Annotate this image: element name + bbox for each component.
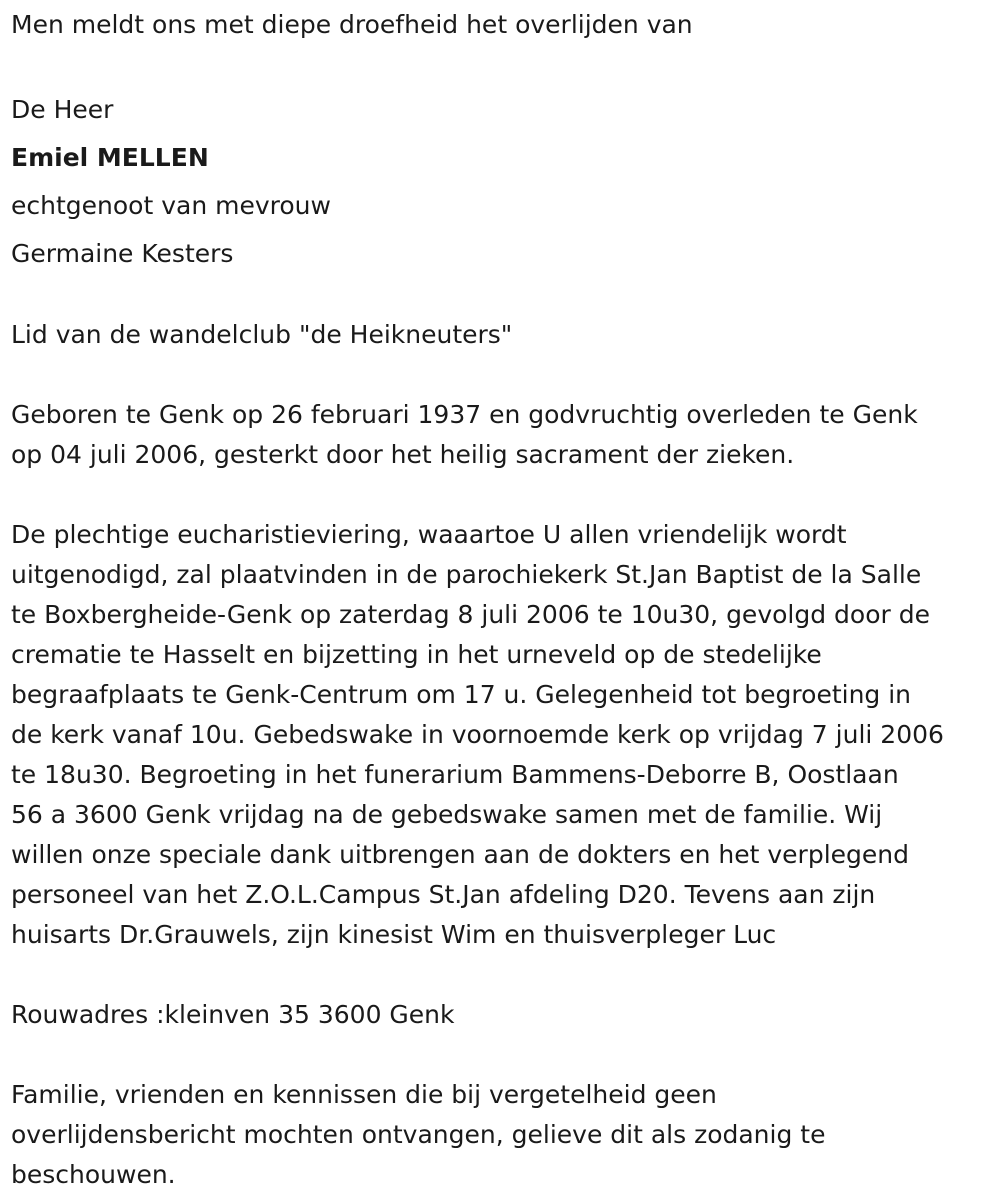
paragraph-line: uitgenodigd, zal plaatvinden in de parochiekerk St.Jan Baptist de la Salle — [11, 560, 922, 589]
mourning-address: Rouwadres :kleinven 35 3600 Genk — [11, 1000, 455, 1029]
paragraph-line: huisarts Dr.Grauwels, zijn kinesist Wim en thuisverpleger Luc — [11, 920, 777, 949]
paragraph-line: te Boxbergheide-Genk op zaterdag 8 juli 2006 te 10u30, gevolgd door de — [11, 600, 930, 629]
paragraph-line: personeel van het Z.O.L.Campus St.Jan afdeling D20. Tevens aan zijn — [11, 880, 876, 909]
deceased-name: Emiel MELLEN — [11, 143, 209, 172]
ceremony-paragraph — [11, 515, 996, 955]
paragraph-line: de kerk vanaf 10u. Gebedswake in voornoemde kerk op vrijdag 7 juli 2006 — [11, 720, 944, 749]
paragraph-line: Familie, vrienden en kennissen die bij vergetelheid geen — [11, 1080, 717, 1109]
paragraph-line: 56 a 3600 Genk vrijdag na de gebedswake samen met de familie. Wij — [11, 800, 883, 829]
paragraph-line: crematie te Hasselt en bijzetting in het urneveld op de stedelijke — [11, 640, 822, 669]
spouse-label: echtgenoot van mevrouw — [11, 191, 331, 220]
birth-death-paragraph — [11, 395, 996, 475]
paragraph-line: begraafplaats te Genk-Centrum om 17 u. Gelegenheid tot begroeting in — [11, 680, 912, 709]
obituary-notice — [11, 0, 996, 1195]
paragraph-line: De plechtige eucharistieviering, waaartoe U allen vriendelijk wordt — [11, 520, 847, 549]
paragraph-line: Geboren te Genk op 26 februari 1937 en godvruchtig overleden te Genk — [11, 400, 918, 429]
paragraph-line: overlijdensbericht mochten ontvangen, gelieve dit als zodanig te — [11, 1120, 826, 1149]
paragraph-line: beschouwen. — [11, 1160, 176, 1189]
paragraph-line: willen onze speciale dank uitbrengen aan de dokters en het verplegend — [11, 840, 909, 869]
honorific-title: De Heer — [11, 95, 114, 124]
spouse-name: Germaine Kesters — [11, 239, 234, 268]
paragraph-line: te 18u30. Begroeting in het funerarium Bammens-Deborre B, Oostlaan — [11, 760, 899, 789]
club-membership: Lid van de wandelclub "de Heikneuters" — [11, 320, 513, 349]
paragraph-line: op 04 juli 2006, gesterkt door het heilig sacrament der zieken. — [11, 440, 795, 469]
family-notice-paragraph — [11, 1075, 996, 1195]
intro-text: Men meldt ons met diepe droefheid het overlijden van — [11, 10, 693, 39]
